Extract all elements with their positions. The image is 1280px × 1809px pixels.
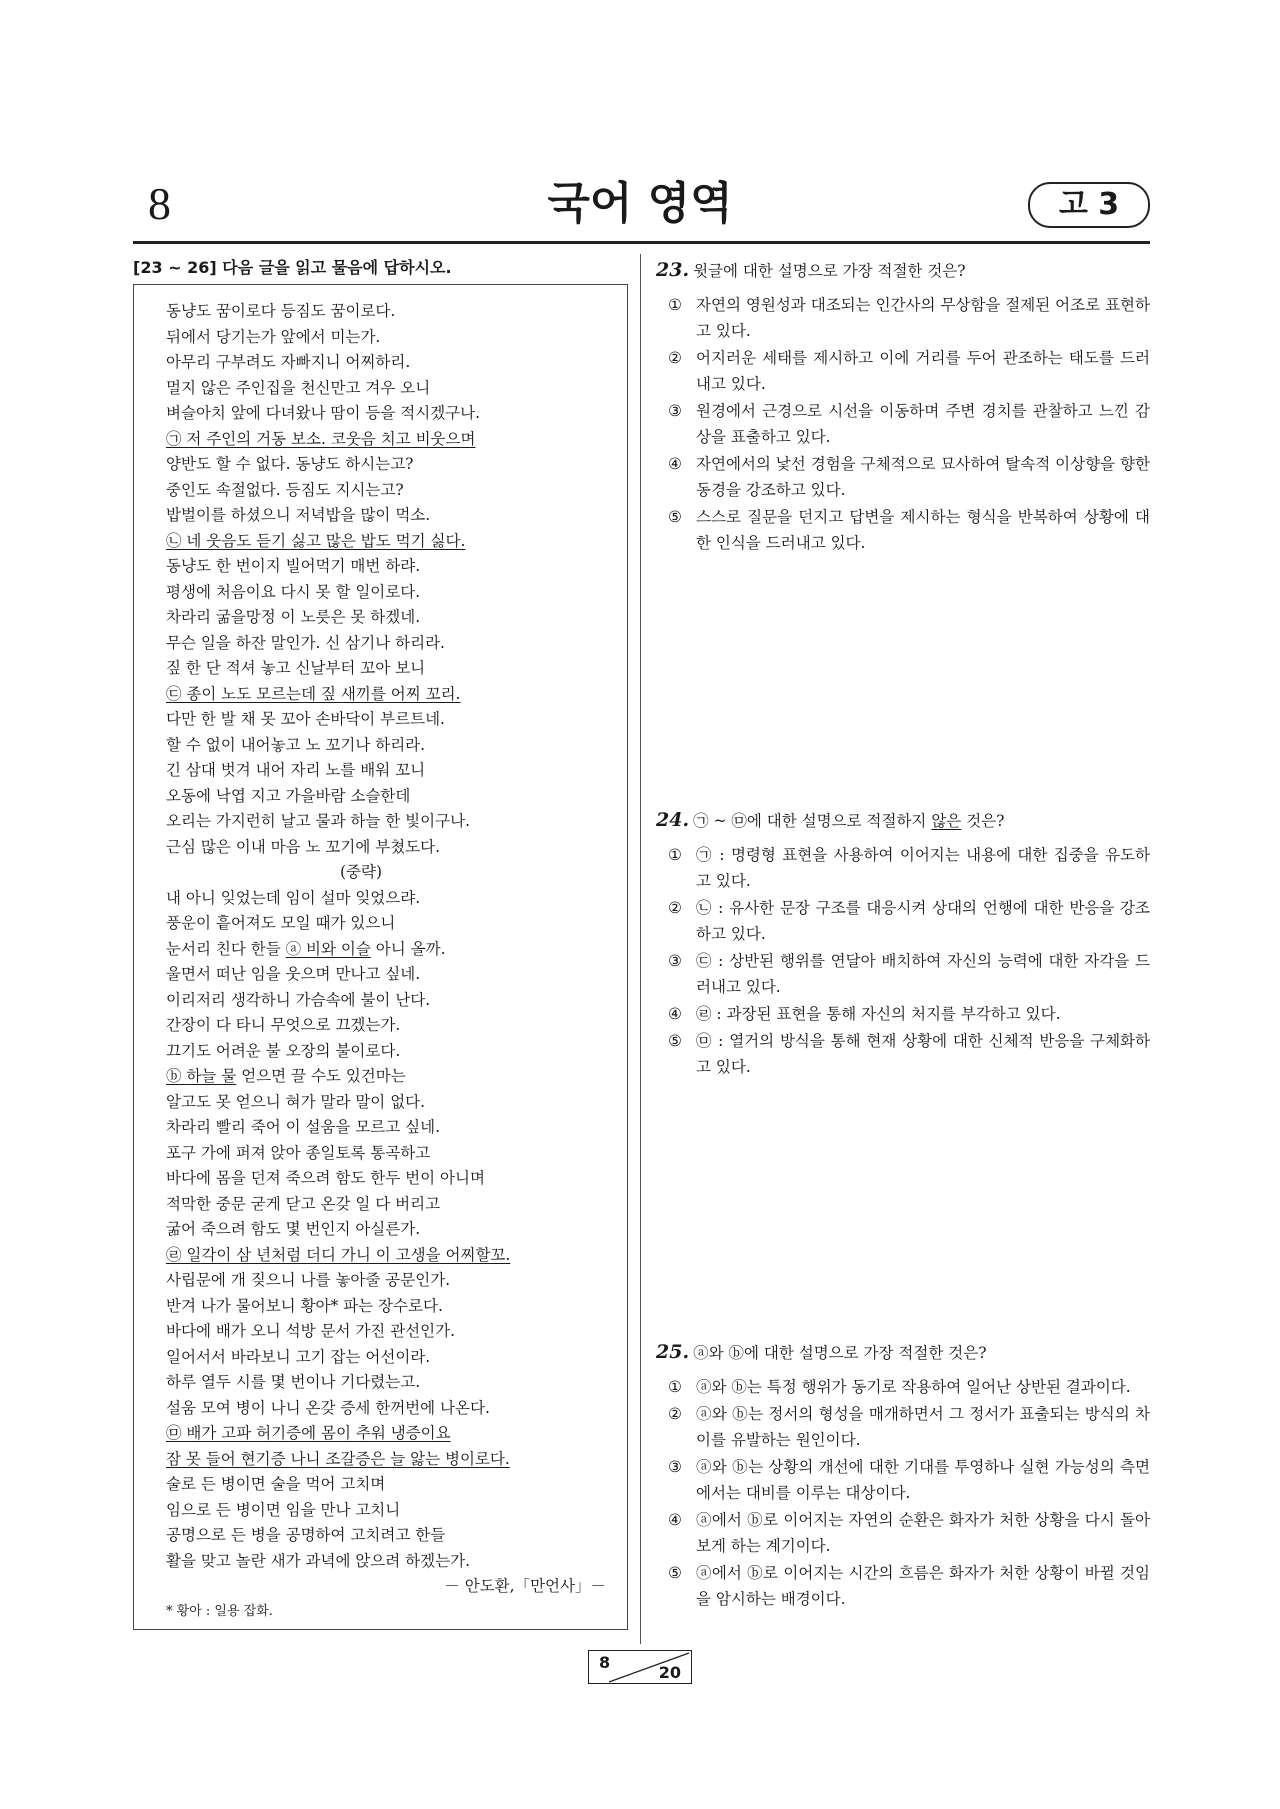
current-page: 8 <box>599 1653 611 1672</box>
underlined-text: 잠 못 들어 현기증 나니 조갈증은 늘 앓는 병이로다. <box>166 1449 510 1468</box>
option-number: ① <box>668 846 682 864</box>
question-25 <box>656 1340 1150 1613</box>
option-number: ② <box>668 1405 682 1423</box>
passage-line: 간장이 다 타니 무엇으로 끄겠는가. <box>166 1016 401 1034</box>
total-pages: 20 <box>658 1663 681 1682</box>
question-24 <box>656 808 1150 1081</box>
passage-line: 설움 모여 병이 나니 온갖 증세 한꺼번에 나온다. <box>166 1398 490 1417</box>
passage-line: 포구 가에 퍼져 앉아 종일토록 통곡하고 <box>166 1143 431 1162</box>
passage-line: 활을 맞고 놀란 새가 과녁에 앉으려 하겠는가. <box>166 1551 471 1570</box>
option-text: ㉡ : 유사한 문장 구조를 대응시켜 상대의 언행에 대한 반응을 강조하고 있다. <box>696 899 1150 943</box>
passage-line: 일어서서 바라보니 고기 잡는 어선이라. <box>166 1347 431 1366</box>
page-title: 국어 영역 <box>547 178 733 229</box>
passage-line: 중인도 속절없다. 등짐도 지시는고? <box>166 480 404 499</box>
passage-line: 아무리 구부려도 자빠지니 어찌하리. <box>166 353 411 371</box>
answer-option <box>656 504 1150 556</box>
passage-line: 짚 한 단 적셔 놓고 신날부터 꼬아 보니 <box>166 659 426 677</box>
option-list <box>656 1374 1150 1612</box>
answer-option <box>656 451 1150 503</box>
option-number: ③ <box>668 952 682 970</box>
question-stem: ⓐ와 ⓑ에 대한 설명으로 가장 적절한 것은? <box>693 1344 987 1362</box>
passage-line: 벼슬아치 앞에 다녀왔나 땀이 등을 적시겠구나. <box>166 404 481 422</box>
option-number: ① <box>668 1378 682 1396</box>
passage-line: 이리저리 생각하니 가슴속에 불이 난다. <box>166 990 431 1009</box>
passage-line: 밥벌이를 하셨으니 저녁밥을 많이 먹소. <box>166 506 431 524</box>
option-text: ⓐ와 ⓑ는 상황의 개선에 대한 기대를 투영하나 실현 가능성의 측면에서는 대비를 이루는 대상이다. <box>696 1458 1150 1502</box>
answer-option <box>656 948 1150 1000</box>
column-divider <box>640 254 641 1644</box>
page-indicator <box>588 1650 692 1684</box>
passage-line: 임으로 든 병이면 임을 만나 고치니 <box>166 1500 401 1519</box>
option-text: ㉤ : 열거의 방식을 통해 현재 상황에 대한 신체적 반응을 구체화하고 있다. <box>696 1032 1150 1076</box>
question-stem-end: 것은? <box>961 812 1005 830</box>
option-text: ⓐ에서 ⓑ로 이어지는 자연의 순환은 화자가 처한 상황을 다시 돌아보게 하는 계기이다. <box>696 1511 1150 1555</box>
passage-line <box>166 1243 606 1269</box>
option-number: ⑤ <box>668 508 682 526</box>
option-text: ⓐ와 ⓑ는 특정 행위가 동기로 작용하여 일어난 상반된 결과이다. <box>696 1378 1131 1396</box>
passage-line: 다만 한 발 채 못 꼬아 손바닥이 부르트네. <box>166 710 445 728</box>
option-text: ㉠ : 명령형 표현을 사용하여 이어지는 내용에 대한 집중을 유도하고 있다. <box>696 846 1150 890</box>
passage-line: 하루 열두 시를 몇 번이나 기다렸는고. <box>166 1373 421 1391</box>
answer-option <box>656 1560 1150 1612</box>
question-23 <box>656 258 1150 557</box>
option-number: ⑤ <box>668 1032 682 1050</box>
option-number: ③ <box>668 1458 682 1476</box>
passage-source: － 안도환,「만언사」－ <box>444 1577 606 1595</box>
passage-line <box>166 529 606 555</box>
question-number: 25. <box>656 1341 690 1363</box>
answer-option <box>656 1507 1150 1559</box>
answer-option <box>656 1001 1150 1027</box>
underlined-text: ㉡ 네 웃음도 듣기 싫고 많은 밥도 먹기 싫다. <box>166 531 466 550</box>
grade-badge: 고 3 <box>1028 182 1150 228</box>
header-rule <box>133 241 1150 244</box>
passage-line: 평생에 처음이요 다시 못 할 일이로다. <box>166 582 421 601</box>
passage-line <box>166 1447 606 1473</box>
option-text: 어지러운 세태를 제시하고 이에 거리를 두어 관조하는 태도를 드러내고 있다. <box>696 349 1150 393</box>
passage-line: 차라리 빨리 죽어 이 설움을 모르고 싶네. <box>166 1118 441 1136</box>
question-number: 24. <box>656 809 690 831</box>
question-stem: 윗글에 대한 설명으로 가장 적절한 것은? <box>693 262 966 280</box>
passage-line: 차라리 굶을망정 이 노릇은 못 하겠네. <box>166 608 421 626</box>
option-list <box>656 292 1150 556</box>
passage-line: 내 아니 잊었는데 임이 설마 잊었으랴. <box>166 888 421 907</box>
option-number: ① <box>668 296 682 314</box>
passage-line: 멀지 않은 주인집을 천신만고 겨우 오니 <box>166 378 431 397</box>
question-number: 23. <box>656 259 690 281</box>
page-number: 8 <box>148 178 171 229</box>
option-number: ④ <box>668 455 682 473</box>
option-text: 자연에서의 낯선 경험을 구체적으로 묘사하여 탈속적 이상향을 향한 동경을 강조하고 있다. <box>696 455 1150 499</box>
passage-line: ⓑ 하늘 물 얻으면 끌 수도 있건마는 <box>166 1067 406 1085</box>
passage-line: 동냥도 한 번이지 빌어먹기 매번 하랴. <box>166 557 421 575</box>
underlined-text: ㉠ 저 주인의 거동 보소. 코웃음 치고 비웃으며 <box>166 429 476 448</box>
option-number: ④ <box>668 1511 682 1529</box>
passage-line: 긴 삼대 벗겨 내어 자리 노를 배워 꼬니 <box>166 761 426 779</box>
passage-line: 술로 든 병이면 술을 먹어 고치며 <box>166 1475 386 1493</box>
option-number: ② <box>668 349 682 367</box>
passage-line: 반겨 나가 물어보니 황아* 파는 장수로다. <box>166 1296 443 1315</box>
answer-option <box>656 398 1150 450</box>
option-text: ⓐ에서 ⓑ로 이어지는 시간의 흐름은 화자가 처한 상황이 바뀔 것임을 암시하는 배경이다. <box>696 1564 1150 1608</box>
option-text: 스스로 질문을 던지고 답변을 제시하는 형식을 반복하여 상황에 대한 인식을 드러내고 있다. <box>696 508 1150 552</box>
passage-line: 끄기도 어려운 불 오장의 불이로다. <box>166 1041 401 1060</box>
answer-option <box>656 842 1150 894</box>
option-text: ㉣ : 과장된 표현을 통해 자신의 처지를 부각하고 있다. <box>696 1005 1061 1023</box>
passage-line: 무슨 일을 하잔 말인가. 신 삼기나 하리라. <box>166 633 445 652</box>
passage-line: 뒤에서 당기는가 앞에서 미는가. <box>166 327 381 346</box>
passage-line <box>166 682 606 708</box>
option-number: ⑤ <box>668 1564 682 1582</box>
passage-line: 굶어 죽으려 함도 몇 번인지 아실른가. <box>166 1220 421 1238</box>
answer-option <box>656 1454 1150 1506</box>
passage-text <box>166 299 606 1600</box>
passage-line: 적막한 중문 굳게 닫고 온갖 일 다 버리고 <box>166 1194 441 1213</box>
question-stem-emphasis: 않은 <box>931 812 962 830</box>
passage-line: 알고도 못 얻으니 혀가 말라 말이 없다. <box>166 1092 426 1111</box>
underlined-text: ㉤ 배가 고파 허기증에 몸이 추워 냉증이요 <box>166 1424 451 1442</box>
option-number: ② <box>668 899 682 917</box>
underlined-text: ㉣ 일각이 삼 년처럼 더디 가니 이 고생을 어찌할꼬. <box>166 1245 511 1264</box>
answer-option <box>656 292 1150 344</box>
passage-line: 사립문에 개 짖으니 나를 놓아줄 공문인가. <box>166 1271 451 1289</box>
option-text: ㉢ : 상반된 행위를 연달아 배치하여 자신의 능력에 대한 자각을 드러내고 있다. <box>696 952 1150 996</box>
passage-line: 오리는 가지런히 날고 물과 하늘 한 빛이구나. <box>166 812 471 830</box>
question-stem: ㉠ ~ ㉤에 대한 설명으로 적절하지 <box>693 812 932 830</box>
answer-option <box>656 1401 1150 1453</box>
passage-line: 할 수 없이 내어놓고 노 꼬기나 하리라. <box>166 735 426 754</box>
section-instruction: [23 ~ 26] 다음 글을 읽고 물음에 답하시오. <box>133 258 452 277</box>
passage-line: 양반도 할 수 없다. 동냥도 하시는고? <box>166 455 414 473</box>
passage-line <box>166 1421 606 1447</box>
option-text: ⓐ와 ⓑ는 정서의 형성을 매개하면서 그 정서가 표출되는 방식의 차이를 유발하는 원인이다. <box>696 1405 1150 1449</box>
footnote: * 황아 : 일용 잡화. <box>166 1604 273 1619</box>
passage-line: 근심 많은 이내 마음 노 꼬기에 부쳤도다. <box>166 837 441 856</box>
option-text: 원경에서 근경으로 시선을 이동하며 주변 경치를 관찰하고 느낀 감상을 표출하고 있다. <box>696 402 1150 446</box>
passage-line: 오동에 낙엽 지고 가을바람 소슬한데 <box>166 786 411 805</box>
answer-option <box>656 895 1150 947</box>
passage-line: 바다에 몸을 던져 죽으려 함도 한두 번이 아니며 <box>166 1169 485 1187</box>
option-text: 자연의 영원성과 대조되는 인간사의 무상함을 절제된 어조로 표현하고 있다. <box>696 296 1150 340</box>
passage-line: 풍운이 흩어져도 모일 때가 있으니 <box>166 914 396 932</box>
option-number: ③ <box>668 402 682 420</box>
passage-omission-mark: (중략) <box>339 863 383 881</box>
passage-line <box>166 427 606 453</box>
passage-line: 울면서 떠난 임을 웃으며 만나고 싶네. <box>166 965 421 983</box>
answer-option <box>656 345 1150 397</box>
passage-line: 동냥도 꿈이로다 등짐도 꿈이로다. <box>166 302 396 320</box>
passage-line: 바다에 배가 오니 석방 문서 가진 관선인가. <box>166 1322 456 1340</box>
passage-box <box>133 284 628 1630</box>
option-list <box>656 842 1150 1080</box>
passage-line: 공명으로 든 병을 공명하여 고치려고 한들 <box>166 1526 446 1544</box>
answer-option <box>656 1374 1150 1400</box>
answer-option <box>656 1028 1150 1080</box>
underlined-text: ㉢ 종이 노도 모르는데 짚 새끼를 어찌 꼬리. <box>166 684 461 703</box>
passage-line: 눈서리 친다 한들 ⓐ 비와 이슬 아니 올까. <box>166 939 446 958</box>
option-number: ④ <box>668 1005 682 1023</box>
